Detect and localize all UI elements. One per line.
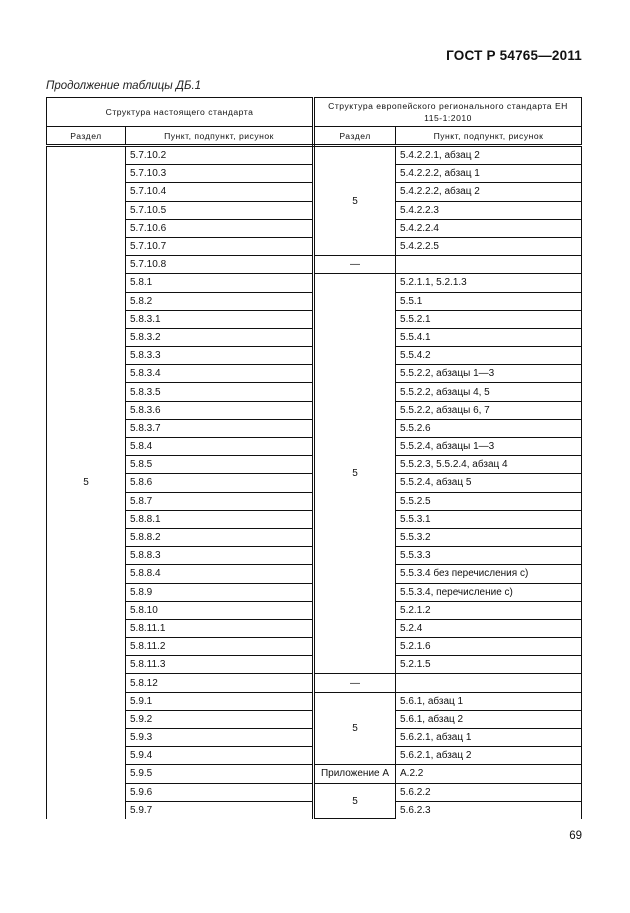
section-cell: 5 [47, 146, 126, 819]
eu-clause-cell: 5.4.2.2.2, абзац 1 [396, 165, 582, 183]
column-header-eu-section: Раздел [314, 127, 396, 146]
table-row [47, 146, 582, 165]
clause-cell: 5.8.1 [126, 274, 314, 292]
clause-cell: 5.7.10.5 [126, 201, 314, 219]
clause-cell: 5.8.5 [126, 456, 314, 474]
eu-clause-cell: А.2.2 [396, 765, 582, 783]
clause-cell: 5.8.10 [126, 601, 314, 619]
eu-clause-cell: 5.5.2.5 [396, 492, 582, 510]
table-caption: Продолжение таблицы ДБ.1 [46, 80, 202, 92]
clause-cell: 5.8.8.3 [126, 547, 314, 565]
table-body [47, 146, 582, 819]
eu-clause-cell: 5.4.2.2.1, абзац 2 [396, 146, 582, 165]
table-row [47, 274, 582, 292]
eu-section-cell: 5 [314, 274, 396, 674]
eu-section-cell: 5 [314, 783, 396, 819]
eu-clause-cell: 5.4.2.2.2, абзац 2 [396, 183, 582, 201]
eu-clause-cell: 5.5.4.2 [396, 347, 582, 365]
eu-clause-cell: 5.2.1.1, 5.2.1.3 [396, 274, 582, 292]
clause-cell: 5.9.5 [126, 765, 314, 783]
table-row [47, 783, 582, 801]
eu-clause-cell: 5.4.2.2.5 [396, 237, 582, 255]
clause-cell: 5.8.8.2 [126, 528, 314, 546]
correspondence-table [46, 97, 582, 819]
eu-clause-cell: 5.5.2.6 [396, 419, 582, 437]
clause-cell: 5.9.4 [126, 747, 314, 765]
clause-cell: 5.8.3.4 [126, 365, 314, 383]
clause-cell: 5.7.10.7 [126, 237, 314, 255]
eu-section-cell: 5 [314, 146, 396, 256]
table-row [47, 674, 582, 692]
clause-cell: 5.8.3.2 [126, 328, 314, 346]
clause-cell: 5.8.3.7 [126, 419, 314, 437]
column-header-eu-clause: Пункт, подпункт, рисунок [396, 127, 582, 146]
clause-cell: 5.8.2 [126, 292, 314, 310]
clause-cell: 5.8.9 [126, 583, 314, 601]
eu-clause-cell: 5.2.4 [396, 619, 582, 637]
document-code: ГОСТ Р 54765—2011 [446, 48, 582, 63]
clause-cell: 5.7.10.6 [126, 219, 314, 237]
eu-clause-cell: 5.2.1.2 [396, 601, 582, 619]
clause-cell: 5.9.6 [126, 783, 314, 801]
eu-section-cell: — [314, 256, 396, 274]
eu-clause-cell: 5.4.2.2.4 [396, 219, 582, 237]
eu-clause-cell: 5.5.2.4, абзац 5 [396, 474, 582, 492]
clause-cell: 5.7.10.3 [126, 165, 314, 183]
table-row [47, 256, 582, 274]
clause-cell: 5.8.3.5 [126, 383, 314, 401]
eu-clause-cell [396, 256, 582, 274]
clause-cell: 5.8.11.2 [126, 638, 314, 656]
group-header-european-standard: Структура европейского регионального стандарта ЕН 115-1:2010 [314, 98, 582, 127]
eu-section-cell: 5 [314, 692, 396, 765]
eu-clause-cell: 5.2.1.5 [396, 656, 582, 674]
clause-cell: 5.8.8.1 [126, 510, 314, 528]
eu-clause-cell: 5.5.3.3 [396, 547, 582, 565]
eu-clause-cell: 5.5.2.3, 5.5.2.4, абзац 4 [396, 456, 582, 474]
column-header-section: Раздел [47, 127, 126, 146]
eu-clause-cell: 5.6.1, абзац 2 [396, 710, 582, 728]
page-number: 69 [569, 830, 582, 842]
clause-cell: 5.9.2 [126, 710, 314, 728]
clause-cell: 5.8.8.4 [126, 565, 314, 583]
clause-cell: 5.8.4 [126, 438, 314, 456]
clause-cell: 5.8.12 [126, 674, 314, 692]
table-row [47, 692, 582, 710]
eu-section-cell: Приложение А [314, 765, 396, 783]
clause-cell: 5.9.1 [126, 692, 314, 710]
eu-clause-cell: 5.6.2.1, абзац 2 [396, 747, 582, 765]
eu-clause-cell: 5.6.2.2 [396, 783, 582, 801]
group-header-this-standard: Структура настоящего стандарта [47, 98, 314, 127]
eu-clause-cell: 5.5.2.1 [396, 310, 582, 328]
eu-clause-cell [396, 674, 582, 692]
clause-cell: 5.7.10.8 [126, 256, 314, 274]
eu-clause-cell: 5.5.3.2 [396, 528, 582, 546]
clause-cell: 5.9.3 [126, 729, 314, 747]
clause-cell: 5.8.3.3 [126, 347, 314, 365]
clause-cell: 5.8.11.1 [126, 619, 314, 637]
eu-clause-cell: 5.6.1, абзац 1 [396, 692, 582, 710]
clause-cell: 5.8.6 [126, 474, 314, 492]
eu-clause-cell: 5.2.1.6 [396, 638, 582, 656]
eu-clause-cell: 5.5.2.2, абзацы 6, 7 [396, 401, 582, 419]
eu-clause-cell: 5.5.4.1 [396, 328, 582, 346]
eu-clause-cell: 5.5.2.2, абзацы 1—3 [396, 365, 582, 383]
eu-clause-cell: 5.5.3.4 без перечисления с) [396, 565, 582, 583]
eu-clause-cell: 5.6.2.1, абзац 1 [396, 729, 582, 747]
eu-clause-cell: 5.5.2.2, абзацы 4, 5 [396, 383, 582, 401]
clause-cell: 5.7.10.2 [126, 146, 314, 165]
column-header-clause: Пункт, подпункт, рисунок [126, 127, 314, 146]
table-row [47, 765, 582, 783]
clause-cell: 5.7.10.4 [126, 183, 314, 201]
eu-clause-cell: 5.5.2.4, абзацы 1—3 [396, 438, 582, 456]
eu-clause-cell: 5.5.3.4, перечисление с) [396, 583, 582, 601]
eu-clause-cell: 5.6.2.3 [396, 801, 582, 819]
clause-cell: 5.8.7 [126, 492, 314, 510]
clause-cell: 5.8.3.1 [126, 310, 314, 328]
eu-section-cell: — [314, 674, 396, 692]
clause-cell: 5.9.7 [126, 801, 314, 819]
clause-cell: 5.8.11.3 [126, 656, 314, 674]
eu-clause-cell: 5.5.3.1 [396, 510, 582, 528]
eu-clause-cell: 5.5.1 [396, 292, 582, 310]
clause-cell: 5.8.3.6 [126, 401, 314, 419]
eu-clause-cell: 5.4.2.2.3 [396, 201, 582, 219]
